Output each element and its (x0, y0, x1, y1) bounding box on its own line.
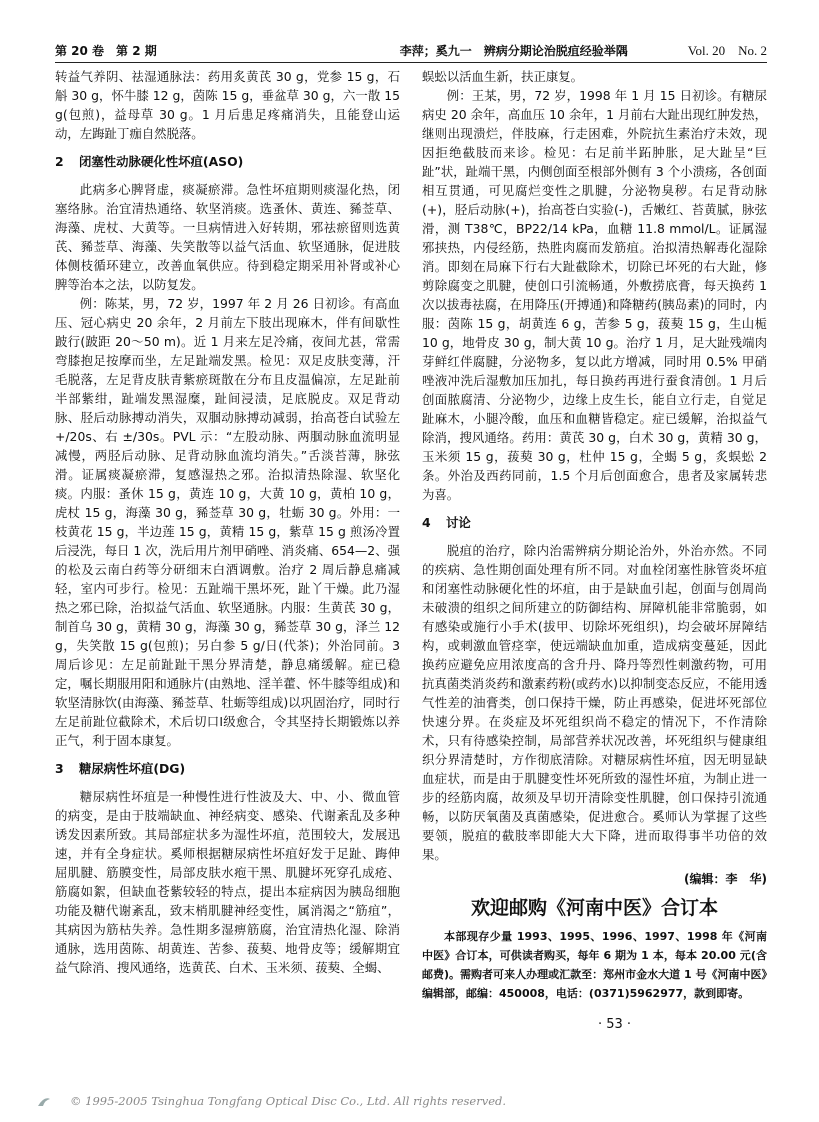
running-header (55, 40, 767, 63)
right-column (422, 67, 767, 1034)
section-number: 4 (422, 515, 431, 530)
notice-title: 欢迎邮购《河南中医》合订本 (470, 897, 718, 919)
paragraph: 转益气养阴、祛湿通脉法：药用炙黄芪 30 g，党参 15 g，石斛 30 g，怀牛膝 12 g，茵陈 15 g，垂盆草 30 g，六一散 15 g(包煎)，益母草 30 g。1 月后患足疼痛消失，且能登山运动，左踇趾丁痂自然脱落。 (55, 69, 400, 141)
section-title: 讨论 (446, 515, 471, 530)
section-heading-2 (55, 152, 400, 171)
section-title: 糖尿病性坏疽(DG) (79, 761, 186, 776)
notice-body: 本部现存少量 1993、1995、1996、1997、1998 年《河南中医》合订本，可供读者购买，每年 6 期为 1 本，每本 20.00 元(含邮费)。需购者可来人办理或汇款至：郑州市金水大道 1 号《河南中医》编辑部，邮编：450008，电话：(0371)5962977，款到即寄。 (422, 930, 767, 1000)
paragraph: 糖尿病性坏疽是一种慢性进行性波及大、中、小、微血管的病变，是由于肢端缺血、神经病变、感染、代谢紊乱及多种诱发因素所致。其局部症状多为湿性坏疽，范围较大，发展迅速，并有全身症状。奚师根据糖尿病性坏疽好发于足趾、踇伸屈肌腱、筋膜变性，局部皮肤水疱干黑、肌腱坏死穿孔成疮、筋腐如絮，但缺血苍紫较轻的特点，提出本症病因为胰岛细胞功能及糖代谢紊乱，致末梢肌腱神经变性，属消渴之“筋疽”，其病因为筋枯失养。急性期多湿痹筋腐，治宜清热化湿、除消通脉，选用茵陈、胡黄连、苦参、菝葜、地骨皮等；缓解期宜益气除消、搜风通络，选黄芪、白术、玉米须、菝葜、全蝎、 (55, 789, 400, 975)
left-column (55, 67, 400, 977)
running-title: 李萍；奚九一 辨病分期论治脱疽经验举隅 (399, 44, 628, 58)
section-heading-4 (422, 513, 767, 532)
paragraph: 蜈蚣以活血生新，扶正康复。 (422, 69, 584, 84)
paragraph: 脱疽的治疗，除内治需辨病分期论治外，外治亦然。不同的疾病、急性期创面处理有所不同。对血栓闭塞性脉管炎坏疽和闭塞性动脉硬化性的坏疽，由于是缺血引起，创面与创周尚未破溃的组织之间所建立的防御结构、屏障机能非常脆弱，如有感染或施行小手术(拔甲、切除坏死组织)，均会破坏屏障结构，或刺激血管痉挛，使远端缺血加重，造成病变蔓延，因此换药应避免应用浓度高的含升丹、降丹等烈性刺激药物，可用抗真菌类消炎药和激素药粉(或药水)以抑制变态反应，不能用透气性差的油膏类，创口保持干燥，防止再感染，促进坏死部位快速分界。在炎症及坏死组织尚不稳定的情况下，不作清除术，只有待感染控制，局部营养状况改善，坏死组织与健康组织分界清楚时，方作彻底清除。对糖尿病性坏疽，因无明显缺血症状，而是由于肌腱变性坏死所致的湿性坏疽，为制止进一步的经筋肉腐，故须及早切开清除变性肌腱，创口保持引流通畅，以防厌氧菌及真菌感染，促进愈合。奚师认为掌握了这些要领，脱疽的截肢率即能大大下降，进而取得事半功倍的效果。 (422, 543, 767, 862)
section-title: 闭塞性动脉硬化性坏疽(ASO) (79, 154, 244, 169)
section-number: 3 (55, 761, 64, 776)
editor-credit: (编辑：李 华) (684, 872, 767, 886)
case-paragraph: 例：陈某，男，72 岁，1997 年 2 月 26 日初诊。有高血压、冠心病史 20 余年，2 月前左下肢出现麻木，伴有间歇性跛行(跛距 20～50 m)。近 1 月来左足冷痛，夜间尤甚，常需弯膝抱足按摩而坐，左足趾端发黑。检见：双足皮肤变薄，汗毛脱落，左足背皮肤青紫瘀斑散在分布且皮温偏凉，左足趾前半部紫绀，趾端发黑湿糜，趾间浸渍，足底脱皮。双足背动脉、胫后动脉搏动消失，双腘动脉搏动减弱，抬高苍白试验左 +/20s、右 ±/30s。PVL 示：“左股动脉、两腘动脉血流明显减慢，两胫后动脉、足背动脉血流均消失。”舌淡苔薄，脉弦滑。证属痰凝瘀滞，复感湿热之邪。治拟清热除湿、软坚化痰。内服：蚤休 15 g，黄连 10 g，大黄 10 g，黄柏 10 g，虎杖 15 g，海藻 30 g，豨莶草 30 g，牡蛎 30 g。外用：一枝黄花 15 g，半边莲 15 g，黄精 15 g，紫草 15 g 煎汤冷置后浸洗，每日 1 次，洗后用片剂甲硝唑、消炎痛、654—2、强的松及云南白药等分研细末白酒调敷。治疗 2 周后静息痛减轻，室内可步行。检见：五趾端干黑坏死，趾丫干燥。此乃湿热之邪已除，治拟益气活血、软坚通脉。内服：生黄芪 30 g，制首乌 30 g，黄精 30 g，海藻 30 g，豨莶草 30 g，泽兰 12 g，失笑散 15 g(包煎)；另白参 5 g/日(代茶)；外治同前。3 周后诊见：左足前趾趾干黑分界清楚，静息痛缓解。症已稳定，嘱长期服用阳和通脉片(由熟地、淫羊藿、怀牛膝等组成)和软坚清脉饮(由海藻、豨莶草、牡蛎等组成)以巩固治疗，同时行左足前趾位截除术，术后切口Ⅰ级愈合，令其坚持长期锻炼以养正气，利于固本康复。 (55, 296, 400, 748)
journal-volume-en: Vol. 20 No. 2 (687, 43, 767, 58)
page-number: · 53 · (597, 1017, 632, 1032)
section-heading-3 (55, 759, 400, 778)
copyright-footer (36, 1094, 819, 1108)
publisher-logo-icon (36, 1096, 52, 1108)
section-number: 2 (55, 154, 64, 169)
journal-volume: 第 20 卷 第 2 期 (55, 44, 157, 58)
case-paragraph: 例：王某，男，72 岁，1998 年 1 月 15 日初诊。有糖尿病史 20 余年，高血压 10 余年，1 月前右大趾出现红肿发热，继则出现溃烂，伴肢麻，行走困难，外院抗生素治疗未效，现因拒绝截肢而来诊。检见：右足前半跖肿胀，足大趾呈“巨趾”状，趾端干黑，内侧创面至根部外侧有 3 个小溃疡，各创面相互贯通，可见腐烂变性之肌腱，分泌物臭秽。右足背动脉(+)，胫后动脉(+)，抬高苍白实验(-)，舌嫩红、苔黄腻，脉弦滑，测 T38℃，BP22/14 kPa，血糖 11.8 mmol/L。证属湿邪挟热，内侵经筋，热胜肉腐而发筋疽。治拟清热解毒化湿除消。即刻在局麻下行右大趾截除术，切除已坏死的右大趾，修剪除腐变之肌腱，使创口引流畅通，外敷捞底膏，每天换药 1 次以拔毒祛腐，在用降压(开搏通)和降糖药(胰岛素)的同时，内服：茵陈 15 g，胡黄连 6 g，苦参 5 g，菝葜 15 g，生山栀 10 g，地骨皮 30 g，制大黄 10 g。治疗 1 月，足大趾残端肉芽鲜红伴腐腱，分泌物多，复以此方增减，同时用 0.5% 甲硝唑液冲洗后湿敷加压加扎，每日换药再进行蚕食清创。1 月后创面脓腐清、分泌物少，边缘上皮生长，能自立行走，自觉足趾麻木，小腿冷酸，血压和血糖皆稳定。症已缓解，治拟益气除消，搜风通络。药用：黄芪 30 g，白术 30 g，黄精 30 g，玉米须 15 g，菝葜 30 g，杜仲 15 g，全蝎 5 g，炙蜈蚣 2 条。外治及西药同前，1.5 个月后创面愈合，患者及家属转悲为喜。 (422, 88, 767, 502)
paragraph: 此病多心脾肾虚，痰凝瘀滞。急性坏疽期则痰湿化热，闭塞络脉。治宜清热通络、软坚消痰。选蚤休、黄连、豨莶草、海藻、虎杖、大黄等。一旦病情进入好转期，邪祛瘀留则选黄芪、豨莶草、海藻、失笑散等以益气活血、软坚通脉，促进肢体侧枝循环建立，改善血氧供应。待到稳定期采用补肾或补心脾等治本之法，以防复发。 (55, 182, 400, 292)
copyright-text: © 1995-2005 Tsinghua Tongfang Optical Disc Co., Ltd. All rights reserved. (70, 1094, 507, 1108)
two-column-body (55, 67, 767, 1034)
